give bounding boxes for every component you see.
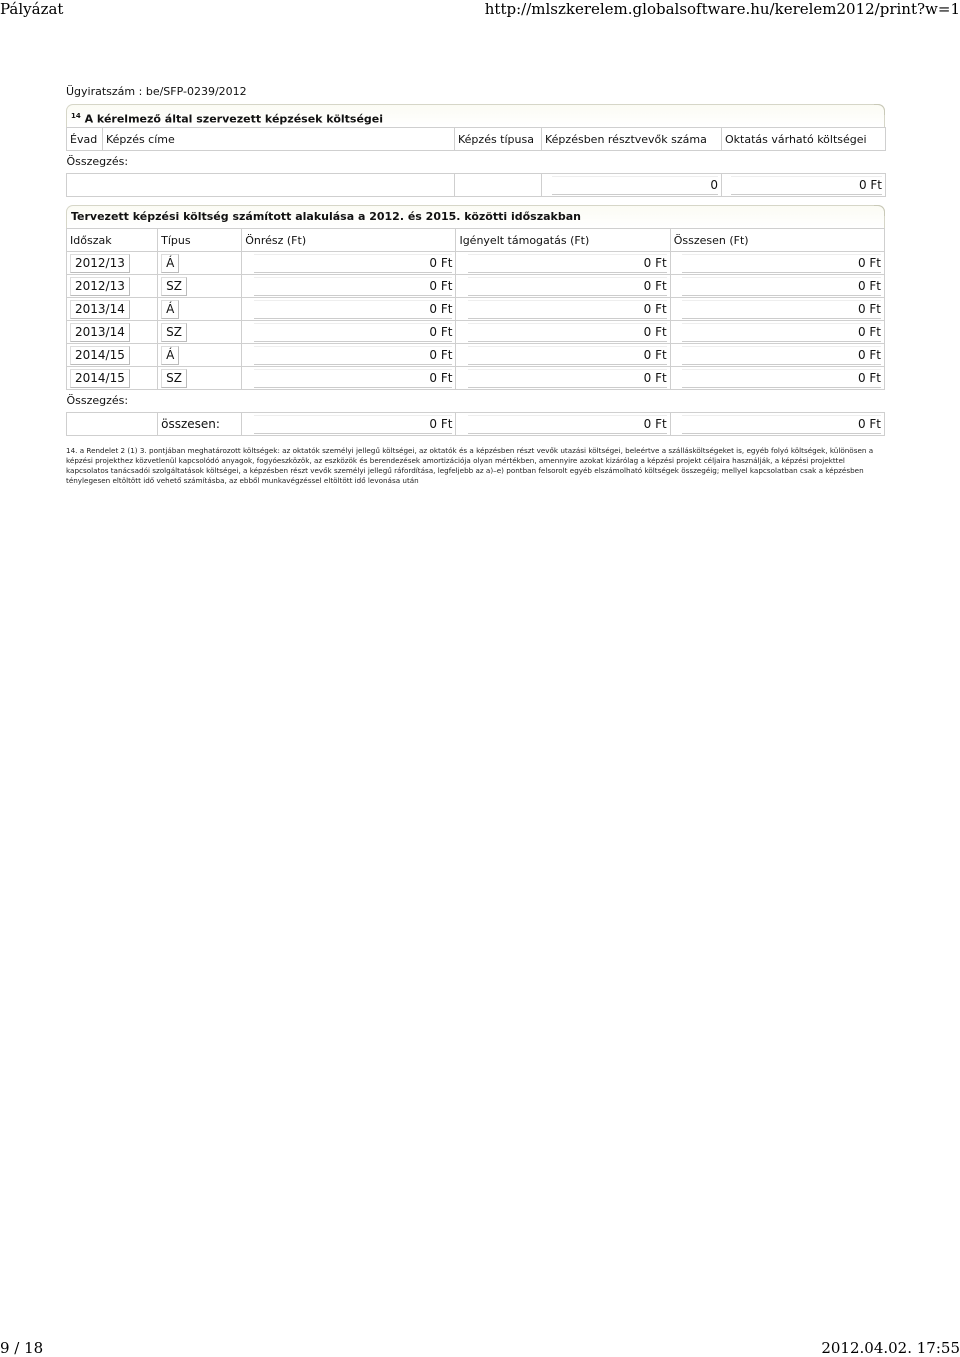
footnote-ref: 14	[71, 112, 81, 120]
type-value: Á	[161, 346, 179, 365]
panel-corner	[874, 205, 885, 216]
cost-projection-panel	[66, 205, 885, 436]
footnote-text: 14. a Rendelet 2 (1) 3. pontjában meghatározott költségek: az oktatók személyi jellegű költségei, az oktatók és a képzésben részt vevők utazási költségei, beleértve a szállásköltségeket is, egyéb folyó költségek, különösen a képzési projekthez közvetlenül kapcsolódó anyagok, fogyóeszközök, az eszközök és berendezések amortizációja olyan mértékben, amennyire azokat kizárólag a képzési projekt céljaira használják, a képzési projekttel kapcsolatos tanácsadói szolgáltatások költségei, a képzésben részt vevők személyi jellegű ráfordítása, legfeljebb az a)–e) pontban felsorolt egyéb elszámolható költségek összegéig; mellyel kapcsolatban csak a képzésben ténylegesen eltöltött idő vehető számításba, az ebből munkavégzéssel eltöltött idő levonása után	[66, 446, 874, 485]
own-value: 0 Ft	[254, 346, 453, 365]
type-cell	[158, 367, 242, 390]
training-costs-title	[66, 104, 885, 127]
period-cell	[67, 344, 158, 367]
type-value: Á	[161, 300, 179, 319]
own-cell	[242, 344, 456, 367]
own-cell	[242, 367, 456, 390]
period-value: 2013/14	[70, 323, 130, 342]
col-header-period: Időszak	[67, 229, 158, 252]
col-header-own: Önrész (Ft)	[242, 229, 456, 252]
col-header-type: Típus	[158, 229, 242, 252]
total-total: 0 Ft	[682, 415, 881, 434]
requested-value: 0 Ft	[468, 323, 667, 342]
table-header-row	[67, 128, 886, 151]
table-row	[67, 298, 885, 321]
period-cell	[67, 367, 158, 390]
page-header-title: Pályázat	[0, 0, 64, 18]
requested-cell	[456, 321, 670, 344]
summary-participants: 0	[552, 176, 718, 195]
summary-row	[67, 413, 885, 436]
own-cell	[242, 252, 456, 275]
type-value: Á	[161, 254, 179, 273]
total-cell	[670, 252, 884, 275]
col-header-requested: Igényelt támogatás (Ft)	[456, 229, 670, 252]
own-value: 0 Ft	[254, 300, 453, 319]
requested-value: 0 Ft	[468, 277, 667, 296]
period-cell	[67, 298, 158, 321]
total-value: 0 Ft	[682, 254, 881, 273]
total-cell	[670, 275, 884, 298]
type-cell	[158, 252, 242, 275]
requested-value: 0 Ft	[468, 346, 667, 365]
own-cell	[242, 275, 456, 298]
table-row	[67, 275, 885, 298]
page-header-url: http://mlszkerelem.globalsoftware.hu/kerelem2012/print?w=1	[484, 0, 960, 18]
total-cell	[670, 298, 884, 321]
requested-cell	[456, 275, 670, 298]
summary-empty-cell	[455, 174, 542, 197]
total-value: 0 Ft	[682, 300, 881, 319]
section-title: Tervezett képzési költség számított alakulása a 2012. és 2015. közötti időszakban	[71, 210, 581, 223]
summary-label: Összegzés:	[67, 151, 886, 174]
summary-empty-cell	[67, 174, 455, 197]
total-value: 0 Ft	[682, 277, 881, 296]
own-value: 0 Ft	[254, 277, 453, 296]
cost-projection-title	[66, 205, 885, 228]
type-cell	[158, 344, 242, 367]
training-costs-panel	[66, 104, 885, 197]
total-requested: 0 Ft	[468, 415, 667, 434]
requested-value: 0 Ft	[468, 300, 667, 319]
period-cell	[67, 252, 158, 275]
period-value: 2014/15	[70, 346, 130, 365]
type-value: SZ	[161, 323, 187, 342]
own-cell	[242, 298, 456, 321]
requested-cell	[456, 252, 670, 275]
summary-cost: 0 Ft	[731, 176, 882, 195]
col-header-total: Összesen (Ft)	[670, 229, 884, 252]
summary-cost-cell	[722, 174, 886, 197]
total-value: 0 Ft	[682, 323, 881, 342]
type-cell	[158, 298, 242, 321]
total-cell	[670, 344, 884, 367]
section-title: A kérelmező által szervezett képzések költségei	[84, 112, 384, 126]
panel-corner	[874, 104, 885, 115]
summary-empty-cell	[67, 413, 158, 436]
period-cell	[67, 275, 158, 298]
summary-participants-cell	[542, 174, 722, 197]
total-total-cell	[670, 413, 884, 436]
own-value: 0 Ft	[254, 323, 453, 342]
requested-value: 0 Ft	[468, 369, 667, 388]
col-header-costs: Oktatás várható költségei	[722, 128, 886, 151]
total-value: 0 Ft	[682, 369, 881, 388]
requested-cell	[456, 298, 670, 321]
own-cell	[242, 321, 456, 344]
period-value: 2012/13	[70, 254, 130, 273]
requested-value: 0 Ft	[468, 254, 667, 273]
table-row	[67, 321, 885, 344]
print-timestamp: 2012.04.02. 17:55	[821, 1339, 960, 1357]
table-header-row	[67, 229, 885, 252]
col-header-type: Képzés típusa	[455, 128, 542, 151]
type-value: SZ	[161, 277, 187, 296]
requested-cell	[456, 367, 670, 390]
total-label: összesen:	[158, 413, 242, 436]
period-value: 2012/13	[70, 277, 130, 296]
own-value: 0 Ft	[254, 369, 453, 388]
total-own: 0 Ft	[254, 415, 453, 434]
type-cell	[158, 321, 242, 344]
table-row	[67, 367, 885, 390]
training-costs-table	[66, 127, 886, 197]
total-cell	[670, 367, 884, 390]
file-number: Ügyiratszám : be/SFP-0239/2012	[66, 85, 247, 98]
col-header-title: Képzés címe	[103, 128, 455, 151]
page-number: 9 / 18	[0, 1339, 44, 1357]
table-row	[67, 252, 885, 275]
total-own-cell	[242, 413, 456, 436]
table-row	[67, 344, 885, 367]
total-cell	[670, 321, 884, 344]
col-header-participants: Képzésben résztvevők száma	[542, 128, 722, 151]
cost-projection-table	[66, 228, 885, 436]
requested-cell	[456, 344, 670, 367]
period-value: 2014/15	[70, 369, 130, 388]
period-cell	[67, 321, 158, 344]
total-value: 0 Ft	[682, 346, 881, 365]
period-value: 2013/14	[70, 300, 130, 319]
summary-row	[67, 174, 886, 197]
summary-label: Összegzés:	[67, 390, 885, 413]
own-value: 0 Ft	[254, 254, 453, 273]
type-value: SZ	[161, 369, 187, 388]
total-requested-cell	[456, 413, 670, 436]
type-cell	[158, 275, 242, 298]
col-header-season: Évad	[67, 128, 103, 151]
